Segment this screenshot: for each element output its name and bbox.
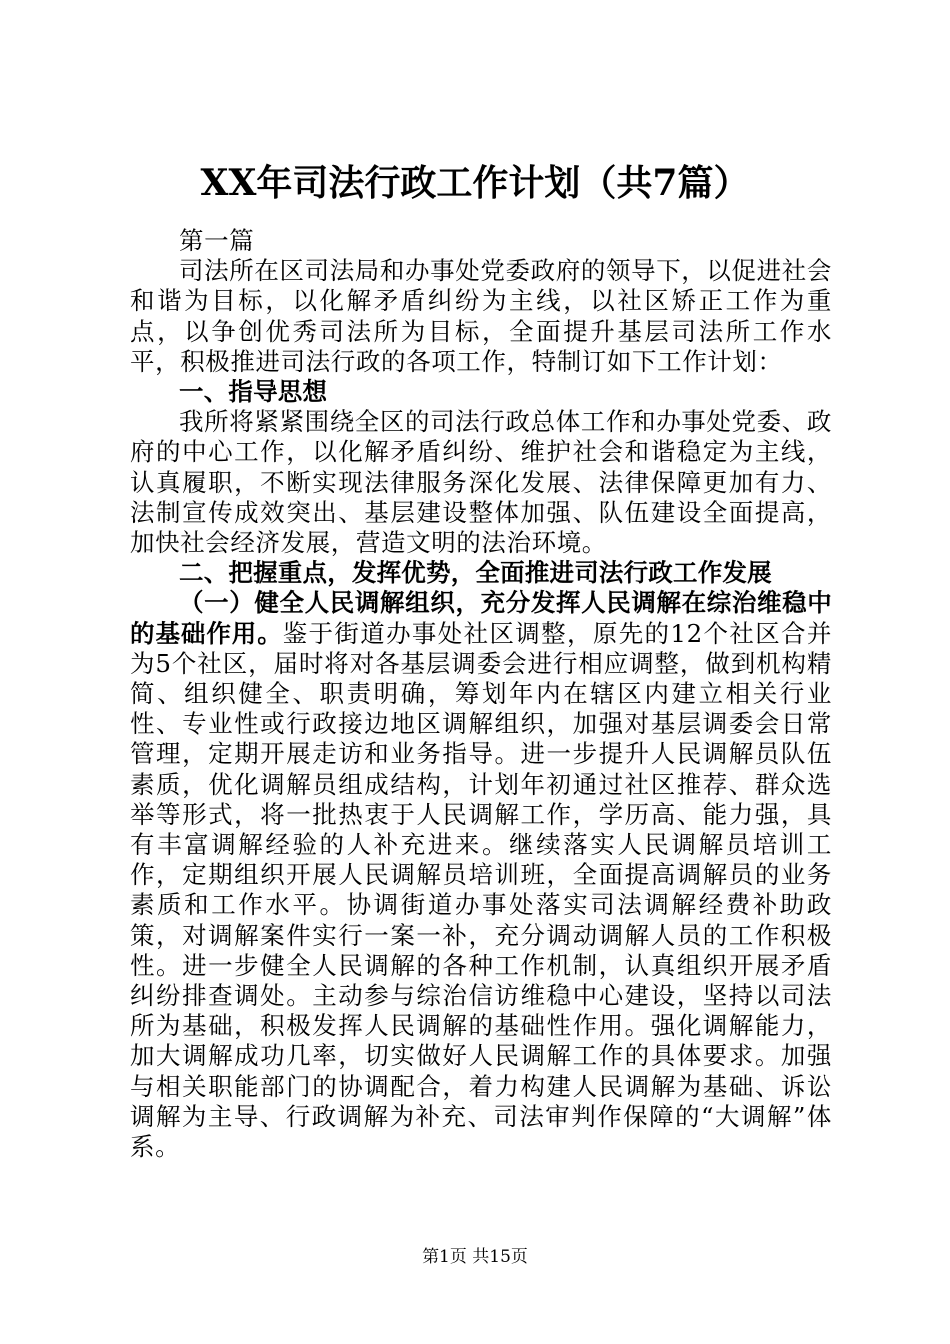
document-title: XX年司法行政工作计划（共7篇） <box>200 162 750 204</box>
document-body <box>130 226 832 1162</box>
page-footer: 第1页 共15页 <box>422 1247 528 1267</box>
section-label: 第一篇 <box>179 226 255 255</box>
paragraph-mediation-text: 鉴于街道办事处社区调整，原先的12个社区合并为5个社区，届时将对各基层调委会进行相应调整，做到机构精简、组织健全、职责明确，筹划年内在辖区内建立相关行业性、专业性或行政接边地区调解组织，加强对基层调委会日常管理，定期开展走访和业务指导。进一步提升人民调解员队伍素质，优化调解员组成结构，计划年初通过社区推荐、群众选举等形式，将一批热衷于人民调解工作，学历高、能力强，具有丰富调解经验的人补充进来。继续落实人民调解员培训工作，定期组织开展人民调解员培训班，全面提高调解员的业务素质和工作水平。协调街道办事处落实司法调解经费补助政策，对调解案件实行一案一补，充分调动调解人员的工作积极性。进一步健全人民调解的各种工作机制，认真组织开展矛盾纠纷排查调处。主动参与综治信访维稳中心建设，坚持以司法所为基础，积极发挥人民调解的基础性作用。强化调解能力，加大调解成功几率，切实做好人民调解工作的具体要求。加强与相关职能部门的协调配合，着力构建人民调解为基础、诉讼调解为主导、行政调解为补充、司法审判作保障的“大调解”体系。 <box>130 618 833 1162</box>
subheading-mediation: （一）健全人民调解组织，充分发挥人民调解在综治维稳中的基础作用。 <box>130 588 832 648</box>
heading-key-points: 二、把握重点，发挥优势，全面推进司法行政工作发展 <box>179 558 772 588</box>
heading-guiding-thought: 一、指导思想 <box>179 377 328 407</box>
paragraph-mediation <box>130 588 832 1162</box>
paragraph-guiding-thought: 我所将紧紧围绕全区的司法行政总体工作和办事处党委、政府的中心工作，以化解矛盾纠纷、维护社会和谐稳定为主线，认真履职，不断实现法律服务深化发展、法律保障更加有力、法制宣传成效突出、基层建设整体加强、队伍建设全面提高，加快社会经济发展，营造文明的法治环境。 <box>130 407 832 558</box>
intro-paragraph: 司法所在区司法局和办事处党委政府的领导下，以促进社会和谐为目标，以化解矛盾纠纷为主线，以社区矫正工作为重点，以争创优秀司法所为目标，全面提升基层司法所工作水平，积极推进司法行政的各项工作，特制订如下工作计划： <box>130 256 832 376</box>
